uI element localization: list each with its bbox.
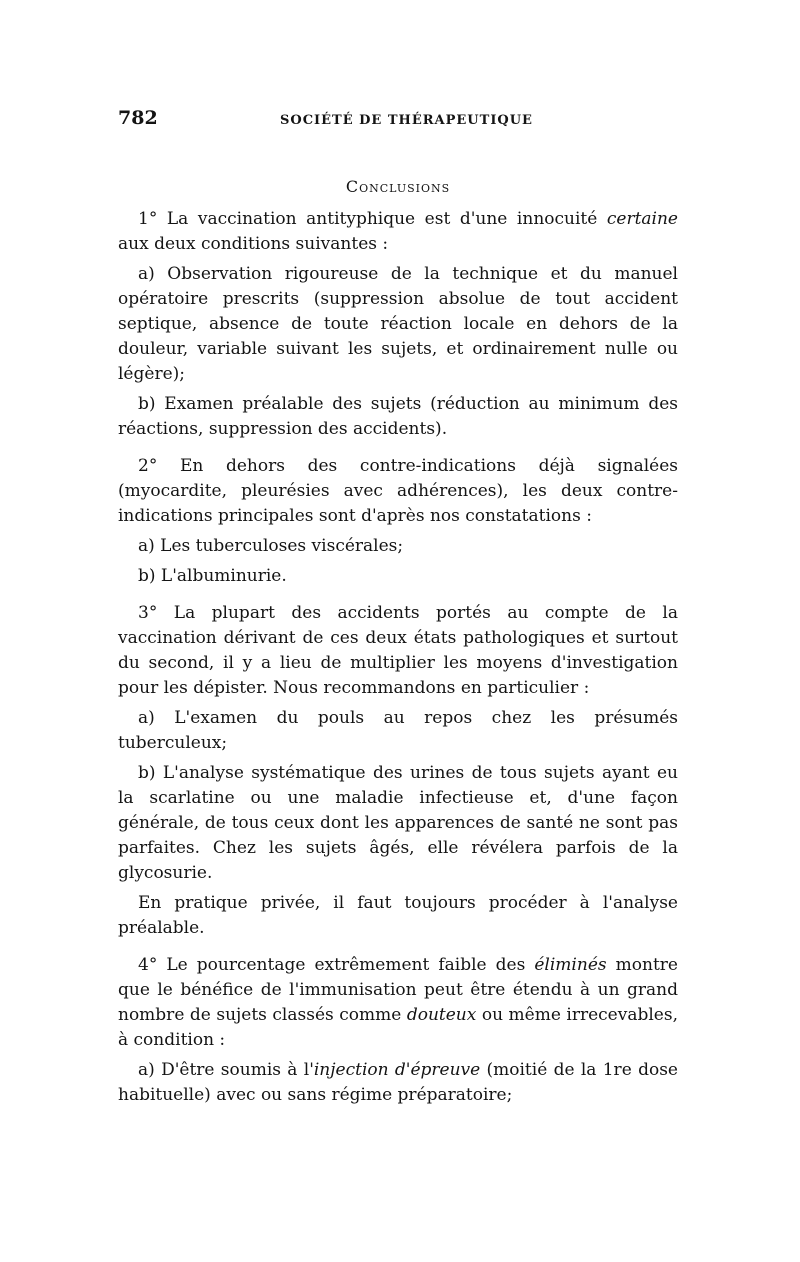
point-4-item-a-text: a) D'être soumis à l': [138, 1060, 314, 1080]
point-4-item-a-text-end: (moitié de la 1re dose habituelle) avec ou sans régime préparatoire;: [118, 1060, 678, 1105]
point-3-item-a: a) L'examen du pouls au repos chez les présumés tuberculeux;: [118, 708, 678, 753]
journal-title: SOCIÉTÉ DE THÉRAPEUTIQUE: [280, 113, 533, 128]
point-1-emphasis: certaine: [606, 209, 678, 229]
point-3-item-b: b) L'analyse systématique des urines de tous sujets ayant eu la scarlatine ou une maladie infectieuse et, d'une façon générale, de tous ceux dont les apparences de santé ne sont pas parfaites. Chez les sujets âgés, elle révélera parfois de la glycosurie.: [118, 763, 678, 883]
section-title: Conclusions: [345, 177, 451, 196]
point-4-item-a: [118, 1058, 678, 1108]
point-4-text: 4° Le pourcentage extrêmement faible des: [138, 955, 535, 975]
point-1-item-b: b) Examen préalable des sujets (réduction au minimum des réactions, suppression des accidents).: [118, 394, 678, 439]
point-4-text-mid: montre que le bénéfice de l'immunisation peut être étendu à un grand nombre de sujets classés comme: [118, 955, 678, 1025]
point-3-practice-note: En pratique privée, il faut toujours procéder à l'analyse préalable.: [118, 893, 678, 938]
point-2-paragraph: 2° En dehors des contre-indications déjà signalées (myocardite, pleurésies avec adhérences), les deux contre-indications principales sont d'après nos constatations :: [118, 456, 678, 526]
point-4-text-end: ou même irrecevables, à condition :: [118, 1005, 678, 1050]
page-number: 782: [118, 107, 158, 129]
point-1-text: 1° La vaccination antityphique est d'une innocuité: [138, 209, 607, 229]
point-3-paragraph: 3° La plupart des accidents portés au compte de la vaccination dérivant de ces deux états pathologiques et surtout du second, il y a lieu de multiplier les moyens d'investigation pour les dépister. Nous recommandons en particulier :: [118, 603, 678, 698]
document-page: [118, 106, 678, 1108]
point-4-item-a-emphasis: injection d'épreuve: [313, 1060, 481, 1080]
point-2-item-b: b) L'albuminurie.: [138, 566, 287, 586]
point-4-paragraph: [118, 953, 678, 1053]
point-2-item-a: a) Les tuberculoses viscérales;: [138, 536, 404, 556]
point-1-item-a: a) Observation rigoureuse de la technique et du manuel opératoire prescrits (suppression absolue de tout accident septique, absence de toute réaction locale en dehors de la douleur, variable suivant les sujets, et ordinairement nulle ou légère);: [118, 264, 678, 384]
point-4-emphasis-doubtful: douteux: [406, 1005, 477, 1025]
point-1-text-end: aux deux conditions suivantes :: [118, 234, 389, 254]
point-4-emphasis-eliminated: éliminés: [534, 955, 607, 975]
point-1-paragraph: [118, 207, 678, 257]
running-head: [118, 106, 678, 146]
